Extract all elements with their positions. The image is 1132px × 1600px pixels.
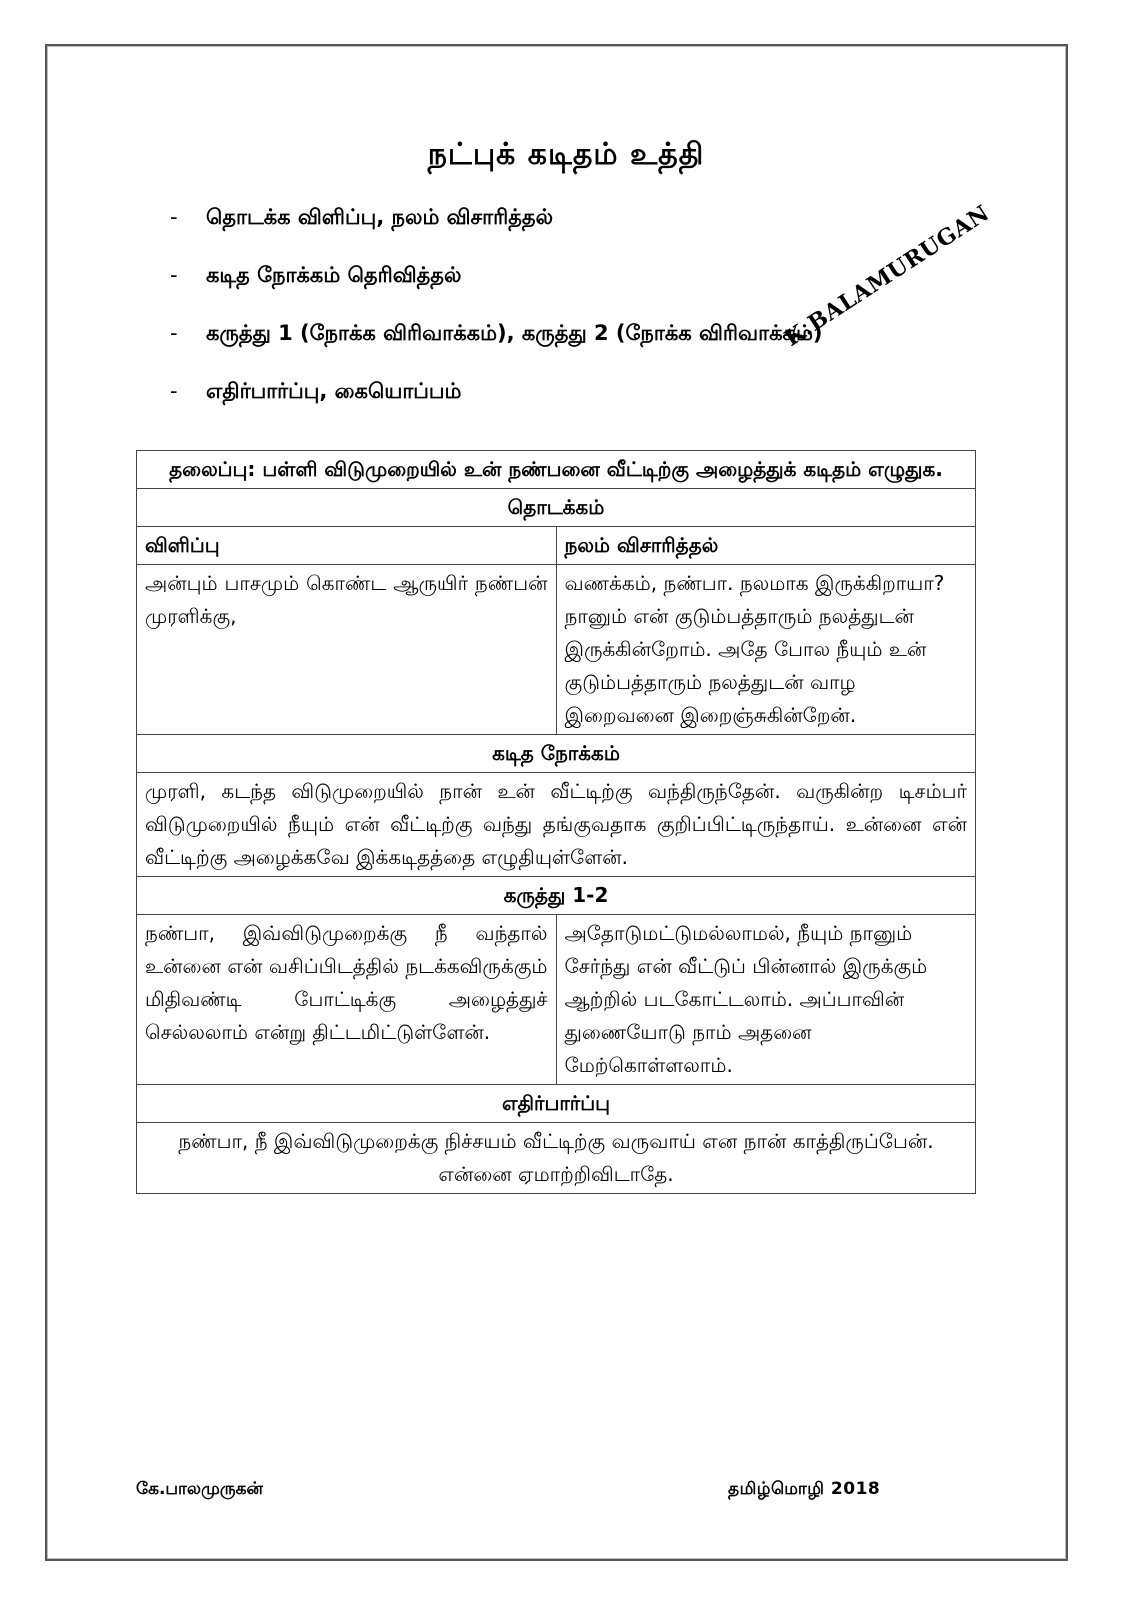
- footer-subject: தமிழ்மொழி 2018: [728, 1479, 881, 1499]
- wellbeing-label: நலம் விசாரித்தல்: [556, 527, 976, 565]
- salutation-text: அன்பும் பாசமும் கொண்ட ஆருயிர் நண்பன் முரளிக்கு,: [137, 565, 557, 735]
- list-item-text: தொடக்க விளிப்பு, நலம் விசாரித்தல்: [206, 205, 554, 229]
- salutation-label: விளிப்பு: [137, 527, 557, 565]
- table-row: [137, 565, 976, 735]
- strategy-list: [170, 200, 850, 432]
- list-item: [170, 374, 850, 408]
- bullet-dash: -: [170, 379, 178, 403]
- section-opening-label: தொடக்கம்: [137, 489, 976, 527]
- table-row: [137, 527, 976, 565]
- list-item-text: கடித நோக்கம் தெரிவித்தல்: [206, 263, 462, 287]
- section-points-label: கருத்து 1-2: [137, 877, 976, 915]
- list-item: [170, 316, 850, 350]
- footer-author: கே.பாலமுருகன்: [136, 1479, 264, 1499]
- purpose-text: முரளி, கடந்த விடுமுறையில் நான் உன் வீட்டிற்கு வந்திருந்தேன். வருகின்ற டிசம்பர் விடுமுறையில் நீயும் என் வீட்டிற்கு வந்து தங்குவதாக குறிப்பிட்டிருந்தாய். உன்னை என் வீட்டிற்கு அழைக்கவே இக்கடிதத்தை எழுதியுள்ளேன்.: [137, 773, 976, 877]
- bullet-dash: -: [170, 205, 178, 229]
- page-title: நட்புக் கடிதம் உத்தி: [427, 137, 705, 172]
- table-row: [137, 877, 976, 915]
- wellbeing-text: வணக்கம், நண்பா. நலமாக இருக்கிறாயா? நானும் என் குடும்பத்தாரும் நலத்துடன் இருக்கின்றோம். அதே போல நீயும் உன் குடும்பத்தாரும் நலத்துடன் வாழ இறைவனை இறைஞ்சுகின்றேன்.: [556, 565, 976, 735]
- table-row: [137, 915, 976, 1085]
- table-row: [137, 1123, 976, 1194]
- letter-table: [136, 450, 976, 1194]
- section-purpose-label: கடித நோக்கம்: [137, 735, 976, 773]
- section-expectation-label: எதிர்பார்ப்பு: [137, 1085, 976, 1123]
- author-stamp: K.BALAMURUGAN: [780, 200, 995, 352]
- table-row: [137, 773, 976, 877]
- expectation-text: நண்பா, நீ இவ்விடுமுறைக்கு நிச்சயம் வீட்டிற்கு வருவாய் என நான் காத்திருப்பேன். என்னை ஏமாற்றிவிடாதே.: [137, 1123, 976, 1194]
- table-row: [137, 1085, 976, 1123]
- table-row: [137, 735, 976, 773]
- list-item: [170, 200, 850, 234]
- bullet-dash: -: [170, 321, 178, 345]
- list-item-text: கருத்து 1 (நோக்க விரிவாக்கம்), கருத்து 2 (நோக்க விரிவாக்கம்): [206, 321, 823, 345]
- letter-topic: தலைப்பு: பள்ளி விடுமுறையில் உன் நண்பனை வீட்டிற்கு அழைத்துக் கடிதம் எழுதுக.: [137, 451, 976, 489]
- point-1-text: நண்பா, இவ்விடுமுறைக்கு நீ வந்தால் உன்னை என் வசிப்பிடத்தில் நடக்கவிருக்கும் மிதிவண்டி போட்டிக்கு அழைத்துச் செல்லலாம் என்று திட்டமிட்டுள்ளேன்.: [137, 915, 557, 1085]
- point-2-text: அதோடுமட்டுமல்லாமல், நீயும் நானும் சேர்ந்து என் வீட்டுப் பின்னால் இருக்கும் ஆற்றில் படகோட்டலாம். அப்பாவின் துணையோடு நாம் அதனை மேற்கொள்ளலாம்.: [556, 915, 976, 1085]
- bullet-dash: -: [170, 263, 178, 287]
- table-row: [137, 489, 976, 527]
- table-row: [137, 451, 976, 489]
- list-item: [170, 258, 850, 292]
- list-item-text: எதிர்பார்ப்பு, கையொப்பம்: [206, 379, 462, 403]
